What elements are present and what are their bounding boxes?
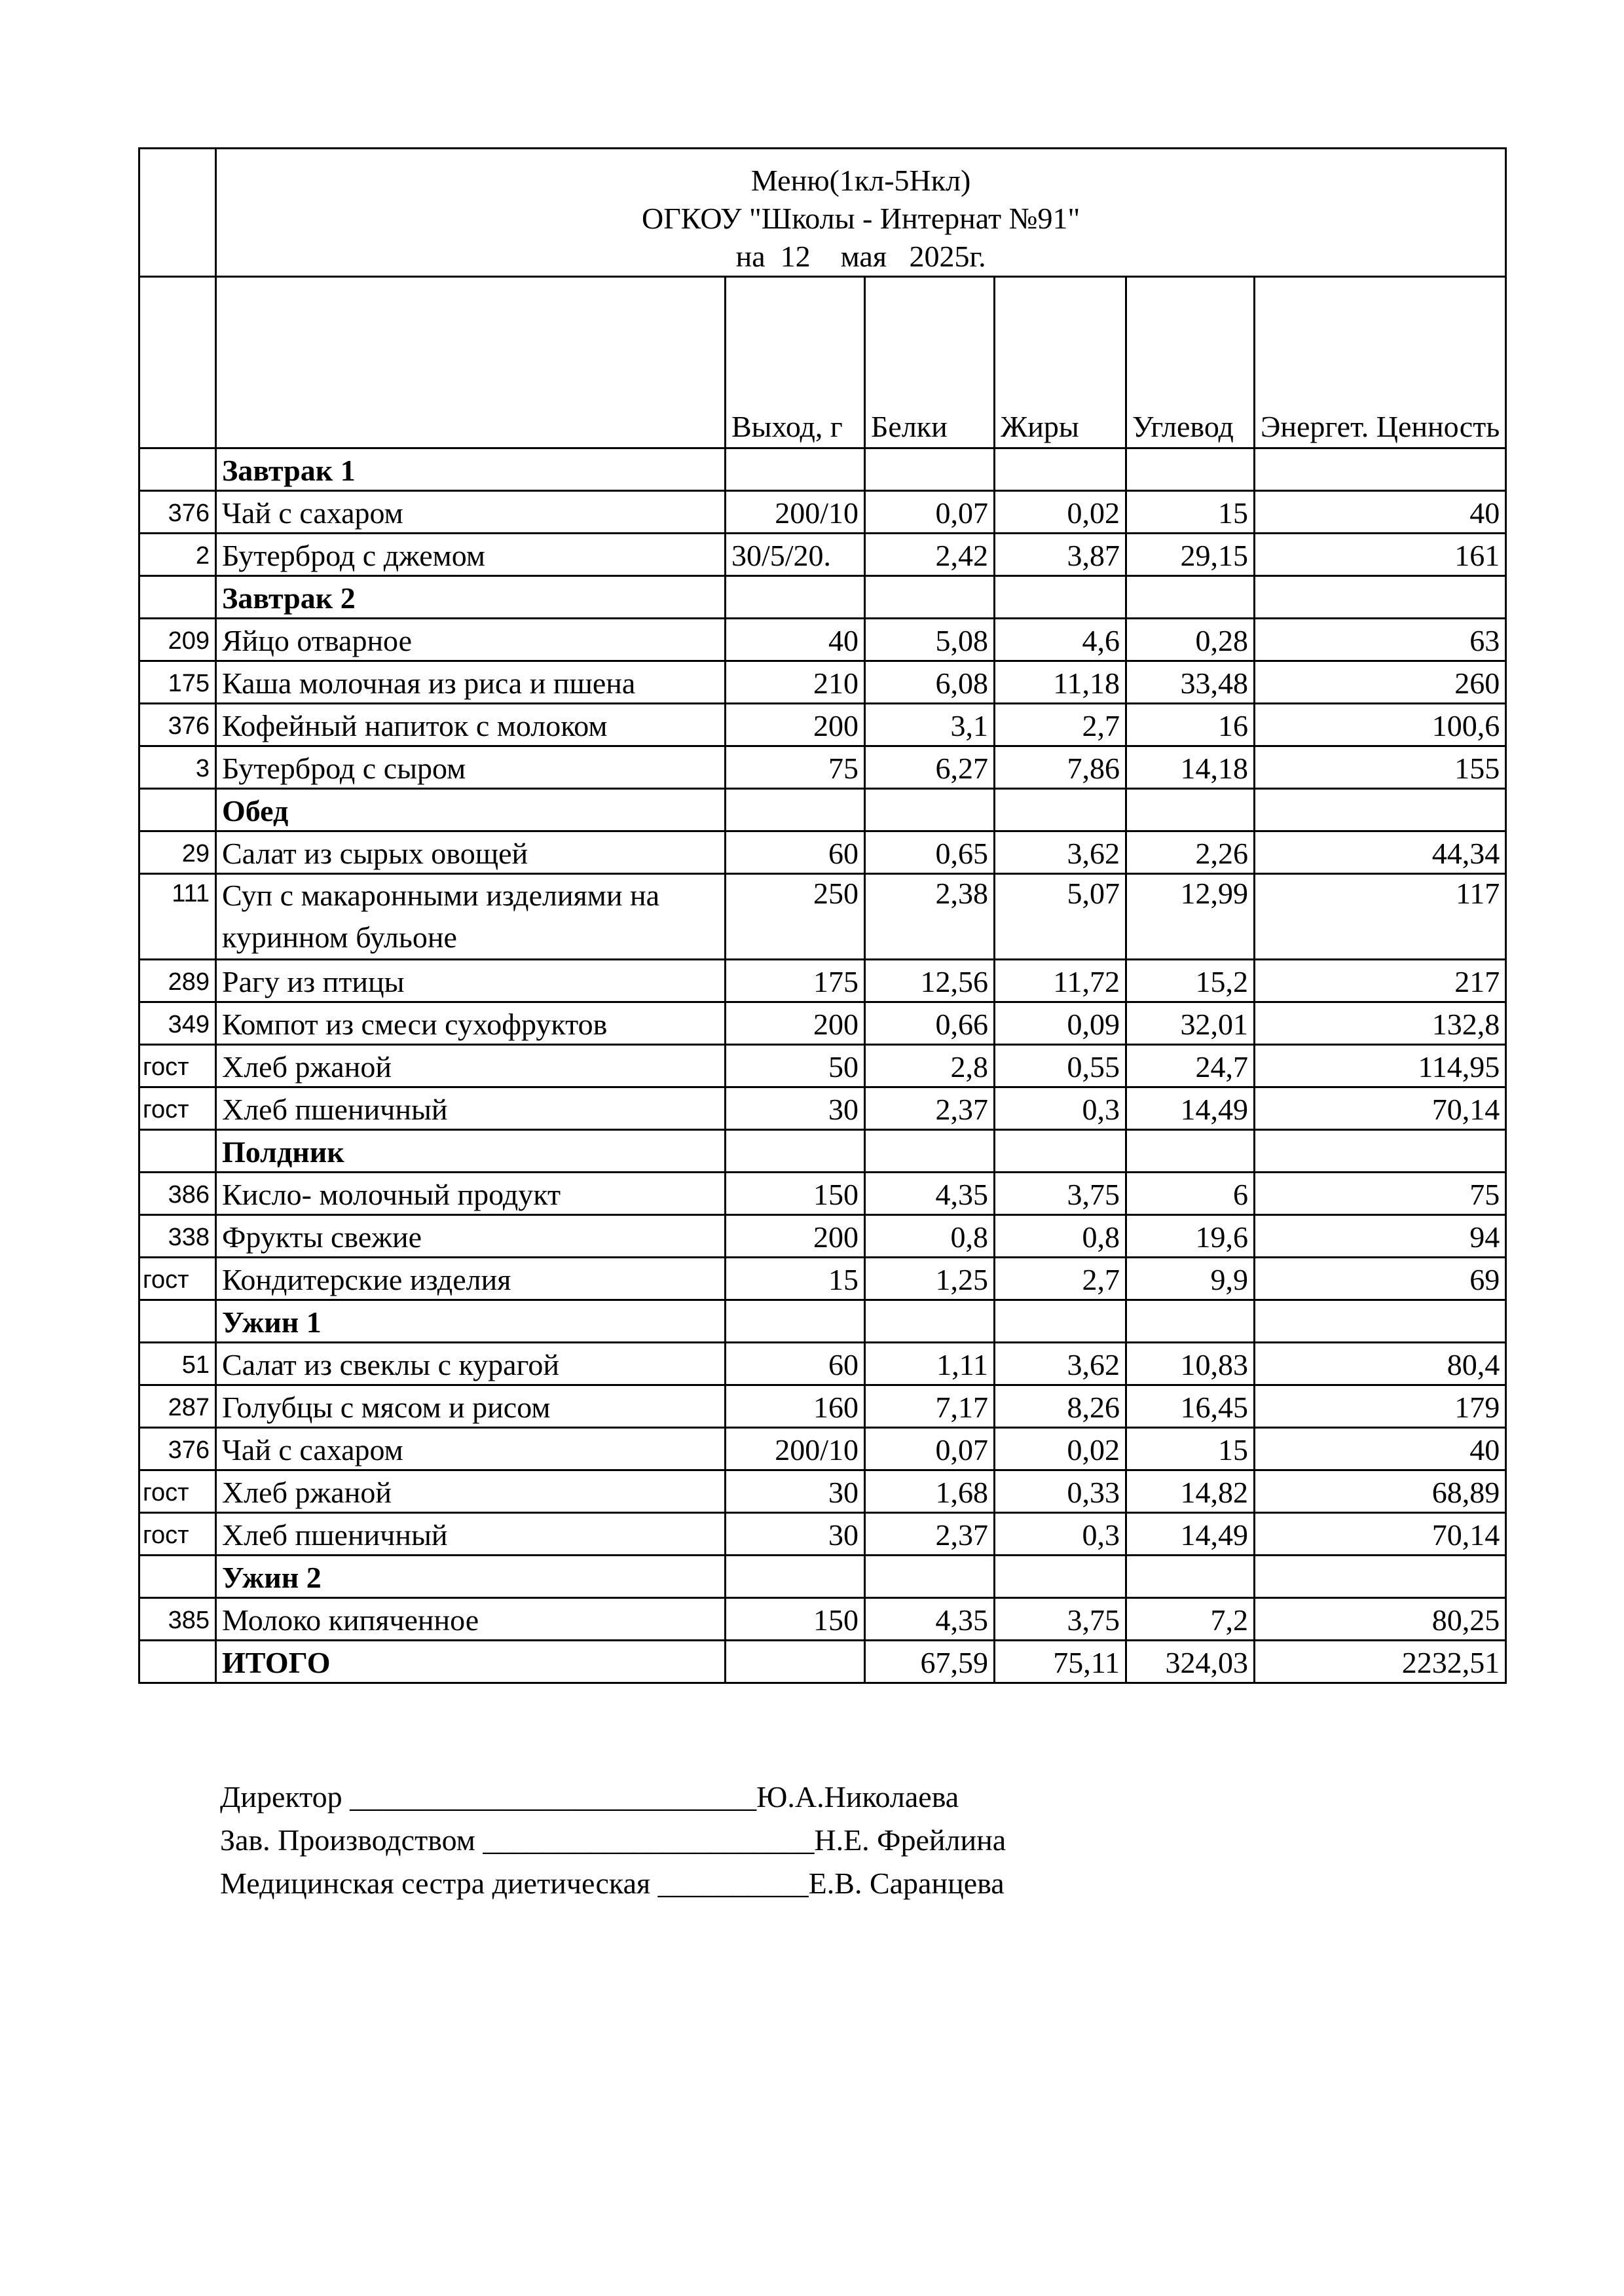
recipe-code: 29 [139,831,216,874]
header-fats: Жиры [995,277,1126,448]
recipe-code: гост [139,1045,216,1087]
dish-name: Фрукты свежие [216,1215,726,1258]
dish-energy: 155 [1255,746,1506,789]
dish-output: 40 [726,619,865,661]
section-empty-cell [995,576,1126,619]
dish-proteins: 0,07 [865,491,995,534]
dish-fats: 3,62 [995,1343,1126,1385]
dish-carbs: 0,28 [1126,619,1255,661]
dish-carbs: 14,18 [1126,746,1255,789]
recipe-code: 385 [139,1598,216,1641]
dish-energy: 80,4 [1255,1343,1506,1385]
section-empty-cell [726,576,865,619]
dish-carbs: 16,45 [1126,1385,1255,1428]
dish-output: 160 [726,1385,865,1428]
section-empty-cell [865,1300,995,1343]
section-empty-cell [995,1300,1126,1343]
dish-name: Рагу из птицы [216,960,726,1002]
dish-output: 175 [726,960,865,1002]
dish-row [139,1258,1506,1300]
dish-output: 15 [726,1258,865,1300]
section-empty-cell [726,1556,865,1598]
total-fats: 75,11 [995,1641,1126,1683]
dish-output: 150 [726,1598,865,1641]
recipe-code: 287 [139,1385,216,1428]
dish-energy: 100,6 [1255,704,1506,746]
dish-fats: 4,6 [995,619,1126,661]
signature-role: Медицинская сестра диетическая [220,1867,651,1900]
dish-output: 30 [726,1087,865,1130]
dish-output: 30 [726,1513,865,1556]
menu-table [138,147,1507,1684]
section-empty-cell [1255,1556,1506,1598]
dish-name: Кисло- молочный продукт [216,1173,726,1215]
signatures-block [220,1776,1006,1905]
dish-carbs: 33,48 [1126,661,1255,704]
recipe-code: 376 [139,704,216,746]
dish-proteins: 2,37 [865,1087,995,1130]
recipe-code: 349 [139,1002,216,1045]
recipe-code: гост [139,1470,216,1513]
dish-energy: 40 [1255,1428,1506,1470]
recipe-code: 3 [139,746,216,789]
dish-row [139,534,1506,576]
section-title: Ужин 2 [216,1556,726,1598]
section-empty-cell [1126,448,1255,491]
dish-proteins: 0,8 [865,1215,995,1258]
section-empty-cell [995,789,1126,831]
section-empty-cell [865,1130,995,1173]
dish-proteins: 7,17 [865,1385,995,1428]
signature-name: Ю.А.Николаева [756,1780,959,1813]
dish-output: 210 [726,661,865,704]
total-proteins: 67,59 [865,1641,995,1683]
dish-name: Чай с сахаром [216,1428,726,1470]
dish-carbs: 14,49 [1126,1513,1255,1556]
recipe-code: гост [139,1087,216,1130]
section-empty-cell [865,576,995,619]
dish-energy: 94 [1255,1215,1506,1258]
recipe-code: 209 [139,619,216,661]
signature-line [220,1819,1006,1862]
dish-energy: 75 [1255,1173,1506,1215]
recipe-code: гост [139,1513,216,1556]
recipe-code: 175 [139,661,216,704]
dish-proteins: 1,25 [865,1258,995,1300]
section-code-cell [139,448,216,491]
dish-name: Компот из смеси сухофруктов [216,1002,726,1045]
section-row [139,1130,1506,1173]
dish-row [139,1598,1506,1641]
dish-name: Хлеб пшеничный [216,1513,726,1556]
dish-carbs: 24,7 [1126,1045,1255,1087]
dish-carbs: 15 [1126,1428,1255,1470]
dish-row [139,1513,1506,1556]
dish-fats: 11,72 [995,960,1126,1002]
section-empty-cell [865,789,995,831]
section-title: Ужин 1 [216,1300,726,1343]
dish-fats: 0,02 [995,491,1126,534]
signature-name: Н.Е. Фрейлина [814,1823,1006,1857]
section-empty-cell [1126,576,1255,619]
header-proteins: Белки [865,277,995,448]
recipe-code: гост [139,1258,216,1300]
dish-proteins: 4,35 [865,1173,995,1215]
dish-row [139,1087,1506,1130]
dish-carbs: 14,82 [1126,1470,1255,1513]
section-empty-cell [1126,1556,1255,1598]
title-row [139,149,1506,277]
dish-proteins: 0,65 [865,831,995,874]
section-empty-cell [1126,789,1255,831]
dish-output: 60 [726,831,865,874]
section-code-cell [139,576,216,619]
dish-carbs: 9,9 [1126,1258,1255,1300]
dish-name: Яйцо отварное [216,619,726,661]
section-title: Обед [216,789,726,831]
dish-proteins: 2,38 [865,874,995,960]
dish-output: 200 [726,704,865,746]
section-empty-cell [1255,1130,1506,1173]
signature-role: Директор [220,1780,342,1813]
dish-row [139,1343,1506,1385]
dish-fats: 3,62 [995,831,1126,874]
section-empty-cell [1255,448,1506,491]
dish-fats: 7,86 [995,746,1126,789]
dish-row [139,746,1506,789]
dish-proteins: 2,37 [865,1513,995,1556]
section-empty-cell [1255,576,1506,619]
section-code-cell [139,789,216,831]
recipe-code: 51 [139,1343,216,1385]
dish-carbs: 2,26 [1126,831,1255,874]
dish-fats: 0,33 [995,1470,1126,1513]
dish-row [139,874,1506,960]
dish-name: Хлеб пшеничный [216,1087,726,1130]
dish-row [139,1045,1506,1087]
dish-row [139,831,1506,874]
dish-fats: 2,7 [995,704,1126,746]
section-empty-cell [726,789,865,831]
header-carbs: Углевод [1126,277,1255,448]
dish-fats: 0,55 [995,1045,1126,1087]
dish-energy: 63 [1255,619,1506,661]
section-row [139,789,1506,831]
section-row [139,576,1506,619]
dish-output: 30 [726,1470,865,1513]
dish-row [139,1215,1506,1258]
dish-row [139,619,1506,661]
header-dish [216,277,726,448]
dish-row [139,1002,1506,1045]
dish-name: Суп с макаронными изделиями на куринном бульоне [216,874,726,960]
dish-energy: 217 [1255,960,1506,1002]
dish-fats: 2,7 [995,1258,1126,1300]
section-row [139,1300,1506,1343]
menu-title [216,149,1506,277]
dish-proteins: 12,56 [865,960,995,1002]
dish-row [139,491,1506,534]
dish-fats: 5,07 [995,874,1126,960]
dish-name: Кондитерские изделия [216,1258,726,1300]
recipe-code: 376 [139,491,216,534]
signature-line: ___________________________ [350,1780,757,1813]
dish-proteins: 1,68 [865,1470,995,1513]
dish-energy: 260 [1255,661,1506,704]
dish-row [139,1173,1506,1215]
section-empty-cell [726,448,865,491]
section-empty-cell [1255,789,1506,831]
dish-energy: 68,89 [1255,1470,1506,1513]
dish-proteins: 5,08 [865,619,995,661]
total-output-cell [726,1641,865,1683]
dish-output: 200 [726,1002,865,1045]
dish-name: Салат из сырых овощей [216,831,726,874]
dish-row [139,1470,1506,1513]
dish-output: 75 [726,746,865,789]
dish-energy: 80,25 [1255,1598,1506,1641]
dish-energy: 161 [1255,534,1506,576]
dish-output: 200/10 [726,491,865,534]
dish-energy: 179 [1255,1385,1506,1428]
signature-name: Е.В. Саранцева [808,1867,1005,1900]
signature-line: ______________________ [483,1823,815,1857]
dish-name: Бутерброд с сыром [216,746,726,789]
dish-energy: 40 [1255,491,1506,534]
total-energy: 2232,51 [1255,1641,1506,1683]
column-header-row [139,277,1506,448]
signature-line: __________ [657,1867,809,1900]
dish-carbs: 6 [1126,1173,1255,1215]
dish-output: 60 [726,1343,865,1385]
dish-row [139,1428,1506,1470]
section-empty-cell [1126,1130,1255,1173]
dish-fats: 11,18 [995,661,1126,704]
dish-fats: 0,3 [995,1087,1126,1130]
dish-name: Хлеб ржаной [216,1470,726,1513]
total-row [139,1641,1506,1683]
header-energy: Энергет. Ценность [1255,277,1506,448]
dish-output: 200/10 [726,1428,865,1470]
dish-name: Чай с сахаром [216,491,726,534]
dish-name: Голубцы с мясом и рисом [216,1385,726,1428]
dish-name: Кофейный напиток с молоком [216,704,726,746]
signature-role: Зав. Производством [220,1823,475,1857]
total-label: ИТОГО [216,1641,726,1683]
dish-energy: 70,14 [1255,1087,1506,1130]
section-row [139,448,1506,491]
signature-line [220,1862,1006,1905]
dish-name: Салат из свеклы с курагой [216,1343,726,1385]
total-code-cell [139,1641,216,1683]
dish-carbs: 19,6 [1126,1215,1255,1258]
section-empty-cell [1126,1300,1255,1343]
section-title: Завтрак 2 [216,576,726,619]
dish-energy: 69 [1255,1258,1506,1300]
dish-name: Каша молочная из риса и пшена [216,661,726,704]
dish-output: 50 [726,1045,865,1087]
dish-proteins: 0,66 [865,1002,995,1045]
dish-proteins: 1,11 [865,1343,995,1385]
dish-carbs: 32,01 [1126,1002,1255,1045]
signature-line [220,1776,1006,1819]
title-line-3: на 12 мая 2025г. [735,240,986,273]
dish-proteins: 6,27 [865,746,995,789]
section-empty-cell [995,448,1126,491]
dish-proteins: 2,8 [865,1045,995,1087]
header-output: Выход, г [726,277,865,448]
dish-proteins: 4,35 [865,1598,995,1641]
dish-energy: 114,95 [1255,1045,1506,1087]
recipe-code: 2 [139,534,216,576]
corner-cell [139,149,216,277]
dish-row [139,960,1506,1002]
section-empty-cell [995,1556,1126,1598]
dish-energy: 44,34 [1255,831,1506,874]
dish-output: 30/5/20. [726,534,865,576]
section-empty-cell [865,448,995,491]
dish-row [139,704,1506,746]
dish-fats: 3,75 [995,1173,1126,1215]
dish-row [139,1385,1506,1428]
recipe-code: 111 [139,874,216,960]
section-code-cell [139,1130,216,1173]
section-code-cell [139,1556,216,1598]
dish-fats: 0,02 [995,1428,1126,1470]
dish-proteins: 3,1 [865,704,995,746]
recipe-code: 386 [139,1173,216,1215]
dish-fats: 0,8 [995,1215,1126,1258]
section-empty-cell [1255,1300,1506,1343]
dish-carbs: 7,2 [1126,1598,1255,1641]
dish-fats: 3,75 [995,1598,1126,1641]
dish-name: Хлеб ржаной [216,1045,726,1087]
dish-carbs: 10,83 [1126,1343,1255,1385]
dish-energy: 70,14 [1255,1513,1506,1556]
title-line-2: ОГКОУ "Школы - Интернат №91" [641,202,1080,235]
dish-proteins: 2,42 [865,534,995,576]
recipe-code: 376 [139,1428,216,1470]
dish-carbs: 16 [1126,704,1255,746]
section-empty-cell [726,1300,865,1343]
dish-fats: 3,87 [995,534,1126,576]
dish-fats: 0,09 [995,1002,1126,1045]
title-line-1: Меню(1кл-5Нкл) [750,164,971,197]
dish-output: 250 [726,874,865,960]
dish-energy: 132,8 [1255,1002,1506,1045]
section-title: Завтрак 1 [216,448,726,491]
dish-energy: 117 [1255,874,1506,960]
section-title: Полдник [216,1130,726,1173]
dish-row [139,661,1506,704]
recipe-code: 289 [139,960,216,1002]
section-empty-cell [726,1130,865,1173]
dish-output: 150 [726,1173,865,1215]
section-row [139,1556,1506,1598]
dish-proteins: 6,08 [865,661,995,704]
total-carbs: 324,03 [1126,1641,1255,1683]
recipe-code: 338 [139,1215,216,1258]
header-code [139,277,216,448]
dish-carbs: 15 [1126,491,1255,534]
dish-carbs: 15,2 [1126,960,1255,1002]
dish-name: Бутерброд с джемом [216,534,726,576]
dish-fats: 8,26 [995,1385,1126,1428]
dish-proteins: 0,07 [865,1428,995,1470]
dish-carbs: 12,99 [1126,874,1255,960]
section-empty-cell [995,1130,1126,1173]
dish-output: 200 [726,1215,865,1258]
dish-fats: 0,3 [995,1513,1126,1556]
dish-name: Молоко кипяченное [216,1598,726,1641]
section-code-cell [139,1300,216,1343]
dish-carbs: 29,15 [1126,534,1255,576]
dish-carbs: 14,49 [1126,1087,1255,1130]
section-empty-cell [865,1556,995,1598]
